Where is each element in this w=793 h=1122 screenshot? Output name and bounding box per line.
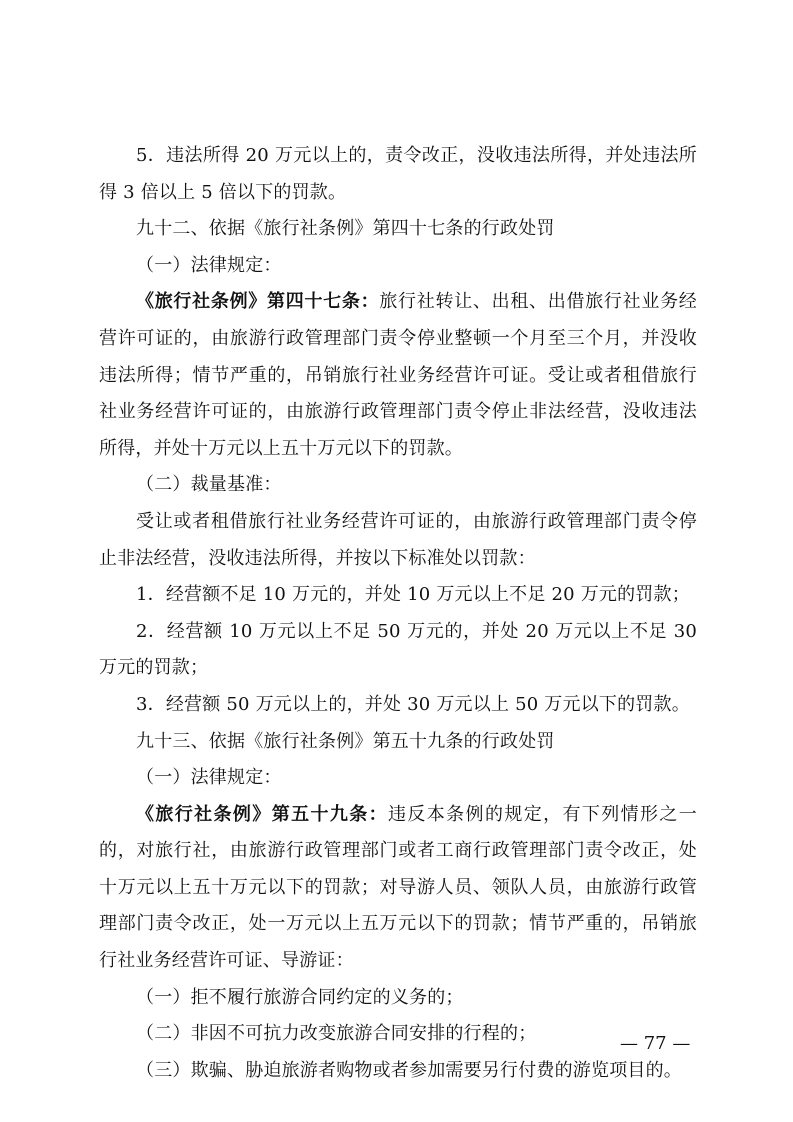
clause-text: （一）拒不履行旅游合同约定的义务的； xyxy=(136,986,464,1008)
subheading-text: （一）法律规定： xyxy=(136,767,282,789)
clause-item-3 xyxy=(99,1053,697,1090)
paragraph-standard-intro xyxy=(99,504,697,577)
section-heading-92 xyxy=(99,211,697,248)
clause-text: （三）欺骗、胁迫旅游者购物或者参加需要另行付费的游览项目的。 xyxy=(136,1059,682,1081)
list-item-2 xyxy=(99,614,697,687)
paragraph-penalty-item-5 xyxy=(99,138,697,211)
paragraph-text: 旅行社转让、出租、出借旅行社业务经营许可证的，由旅游行政管理部门责令停业整顿一个月至三个月，并没收违法所得；情节严重的，吊销旅行社业务经营许可证。受让或者租借旅行社业务经营许可证的，由旅游行政管理部门责令停止非法经营，没收违法所得，并处十万元以上五十万元以下的罚款。 xyxy=(99,291,697,459)
subheading-text: （一）法律规定： xyxy=(136,254,282,276)
document-body xyxy=(99,138,697,1089)
paragraph-text: 违反本条例的规定，有下列情形之一的，对旅行社，由旅游行政管理部门或者工商行政管理部门责令改正，处十万元以上五十万元以下的罚款；对导游人员、领队人员，由旅游行政管理部门责令改正，处一万元以上五万元以下的罚款；情节严重的，吊销旅行社业务经营许可证、导游证： xyxy=(99,803,697,972)
subheading-legal-provision-2 xyxy=(99,760,697,797)
page-number: — 77 — xyxy=(620,1033,691,1054)
paragraph-text: 5．违法所得 20 万元以上的，责令改正，没收违法所得，并处违法所得 3 倍以上 5 倍以下的罚款。 xyxy=(99,145,697,203)
list-item-1 xyxy=(99,577,697,614)
paragraph-article-59 xyxy=(99,797,697,980)
paragraph-article-47 xyxy=(99,284,697,467)
heading-text: 九十三、依据《旅行社条例》第五十九条的行政处罚 xyxy=(136,730,555,752)
list-item-text: 3．经营额 50 万元以上的，并处 30 万元以上 50 万元以下的罚款。 xyxy=(136,693,690,715)
subheading-legal-provision xyxy=(99,248,697,285)
section-heading-93 xyxy=(99,724,697,761)
clause-text: （二）非因不可抗力改变旅游合同安排的行程的； xyxy=(136,1023,537,1045)
heading-text: 九十二、依据《旅行社条例》第四十七条的行政处罚 xyxy=(136,218,555,240)
article-title: 《旅行社条例》第四十七条： xyxy=(136,291,380,313)
subheading-discretion-standard xyxy=(99,467,697,504)
clause-item-2 xyxy=(99,1016,697,1053)
list-item-text: 2．经营额 10 万元以上不足 50 万元的，并处 20 万元以上不足 30 万元的罚款； xyxy=(99,620,697,679)
paragraph-text: 受让或者租借旅行社业务经营许可证的，由旅游行政管理部门责令停止非法经营，没收违法所得，并按以下标准处以罚款： xyxy=(99,510,697,569)
list-item-text: 1．经营额不足 10 万元的，并处 10 万元以上不足 20 万元的罚款； xyxy=(136,584,690,606)
subheading-text: （二）裁量基准： xyxy=(136,474,282,496)
clause-item-1 xyxy=(99,980,697,1017)
article-title: 《旅行社条例》第五十九条： xyxy=(136,803,389,825)
list-item-3 xyxy=(99,687,697,724)
